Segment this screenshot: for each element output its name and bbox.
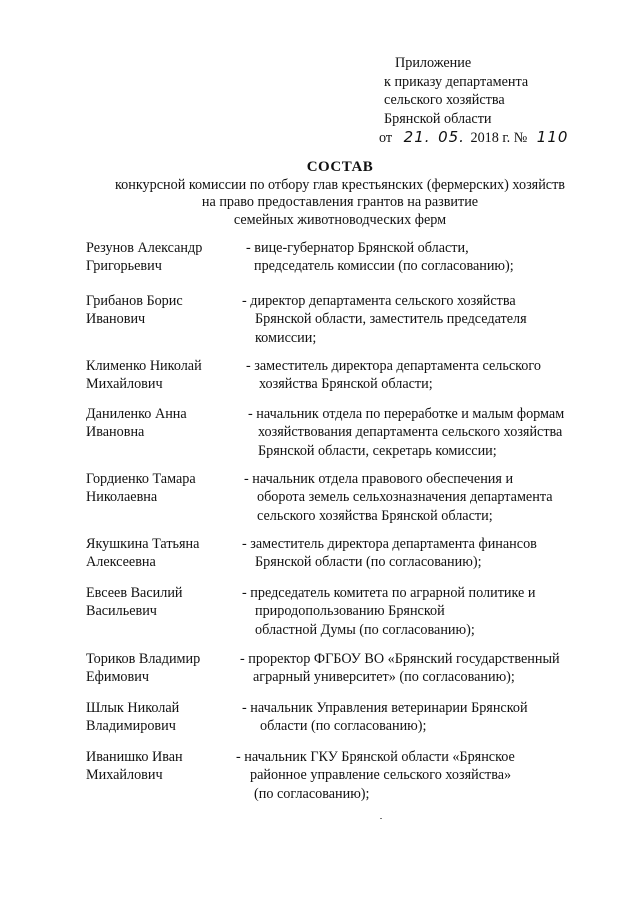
role-line: хозяйствования департамента сельского хозяйства — [258, 424, 563, 441]
member-surname-line: Клименко Николай — [86, 358, 202, 374]
member-surname-line: Иванишко Иван — [86, 749, 183, 765]
member-surname-line: Грибанов Борис — [86, 293, 183, 309]
member-patronymic-line: Ивановна — [86, 424, 145, 441]
member-name — [86, 748, 236, 785]
member-surname-line: Даниленко Анна — [86, 406, 187, 422]
handwritten-day: 21. — [403, 128, 431, 146]
appendix-line: к приказу департамента — [384, 73, 529, 90]
member-name — [86, 357, 236, 394]
role-line: области (по согласованию); — [260, 718, 427, 735]
role-line: председатель комиссии (по согласованию); — [254, 258, 514, 275]
member-patronymic-line: Ефимович — [86, 669, 149, 686]
member-name — [86, 405, 236, 442]
role-line: - начальник отдела правового обеспечения и — [244, 471, 514, 487]
appendix-line: Брянской области — [384, 110, 492, 127]
member-role — [236, 748, 515, 803]
member-patronymic-line: Иванович — [86, 311, 146, 328]
member-name — [86, 699, 236, 736]
member-name — [86, 292, 236, 329]
member-patronymic-line: Владимирович — [86, 718, 176, 735]
member-patronymic-line: Григорьевич — [86, 258, 162, 275]
role-line: областной Думы (по согласованию); — [255, 621, 475, 638]
role-line: - проректор ФГБОУ ВО «Брянский государственный — [240, 651, 560, 667]
member-surname-line: Якушкина Татьяна — [86, 536, 200, 552]
member-role — [240, 650, 560, 687]
member-role — [246, 239, 514, 276]
handwritten-order-number: 110 — [536, 128, 569, 146]
document-title: СОСТАВ — [306, 159, 374, 175]
subtitle-line: семейных животноводческих ферм — [233, 211, 447, 228]
member-surname-line: Евсеев Василий — [86, 585, 183, 601]
appendix-line: Приложение — [395, 55, 472, 71]
scan-speck — [380, 818, 382, 819]
member-patronymic-line: Алексеевна — [86, 554, 156, 571]
member-role — [246, 357, 541, 394]
role-line: - начальник Управления ветеринарии Брянской — [242, 700, 528, 716]
role-line: - председатель комитета по аграрной политике и — [242, 585, 536, 601]
member-name — [86, 470, 236, 507]
role-line: Брянской области (по согласованию); — [255, 554, 482, 571]
role-line: (по согласованию); — [254, 785, 370, 802]
member-surname-line: Ториков Владимир — [86, 651, 201, 667]
role-line: оборота земель сельхозназначения департамента — [257, 489, 553, 506]
member-name — [86, 584, 236, 621]
member-role — [244, 470, 553, 525]
role-line: сельского хозяйства Брянской области; — [257, 507, 493, 524]
role-line: хозяйства Брянской области; — [259, 376, 433, 393]
role-line: природопользованию Брянской — [255, 603, 445, 620]
appendix-from-label: от — [379, 130, 393, 146]
role-line: - заместитель директора департамента сельского — [246, 358, 541, 374]
subtitle-line: на право предоставления грантов на развитие — [201, 194, 479, 211]
role-line: - начальник отдела по переработке и малым формам — [248, 406, 565, 422]
member-role — [248, 405, 564, 460]
member-surname-line: Шлык Николай — [86, 700, 180, 716]
role-line: районное управление сельского хозяйства» — [250, 767, 512, 784]
member-role — [242, 535, 537, 572]
member-name — [86, 239, 236, 276]
role-line: комиссии; — [255, 329, 317, 346]
role-line: аграрный университет» (по согласованию); — [253, 669, 515, 686]
appendix-date-line — [371, 128, 568, 148]
member-name — [86, 535, 236, 572]
member-role — [242, 699, 528, 736]
document-heading — [60, 158, 620, 229]
subtitle-line: конкурсной комиссии по отбору глав крестьянских (фермерских) хозяйств — [115, 177, 565, 193]
role-line: - начальник ГКУ Брянской области «Брянское — [236, 749, 515, 765]
member-patronymic-line: Михайлович — [86, 376, 163, 393]
member-surname-line: Резунов Александр — [86, 240, 203, 256]
appendix-block — [371, 54, 568, 148]
member-patronymic-line: Николаевна — [86, 489, 158, 506]
member-role — [242, 292, 527, 347]
member-surname-line: Гордиенко Тамара — [86, 471, 196, 487]
member-role — [242, 584, 536, 639]
appendix-year: 2018 г. № — [470, 130, 528, 146]
role-line: - вице-губернатор Брянской области, — [246, 240, 469, 256]
role-line: Брянской области, заместитель председателя — [255, 311, 527, 328]
member-patronymic-line: Михайлович — [86, 767, 163, 784]
handwritten-month: 05. — [438, 128, 465, 146]
member-patronymic-line: Васильевич — [86, 603, 157, 620]
role-line: Брянской области, секретарь комиссии; — [258, 442, 497, 459]
role-line: - директор департамента сельского хозяйства — [242, 293, 516, 309]
member-name — [86, 650, 236, 687]
appendix-line: сельского хозяйства — [384, 92, 505, 108]
role-line: - заместитель директора департамента финансов — [242, 536, 537, 552]
